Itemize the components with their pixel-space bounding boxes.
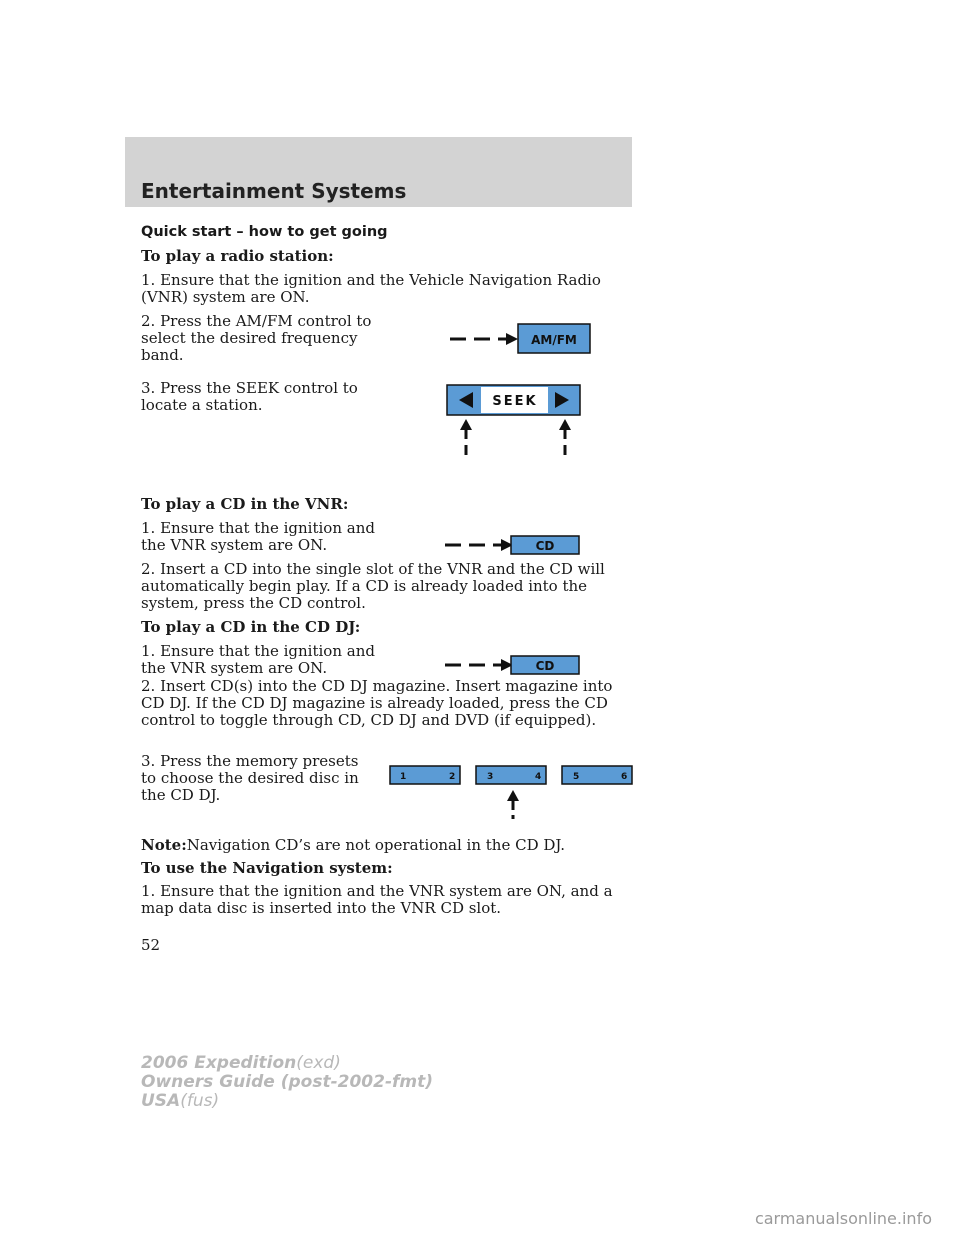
preset-2-label: 2 — [449, 772, 456, 782]
pointer-arrow-icon — [507, 790, 519, 801]
preset-1-label: 1 — [400, 772, 407, 782]
cd-dj-heading: To play a CD in the CD DJ: — [141, 618, 361, 636]
preset-4-label: 4 — [535, 772, 542, 782]
memory-presets-figure — [388, 764, 634, 822]
footer-model: 2006 Expedition — [141, 1053, 297, 1073]
cd-control-figure-2 — [443, 654, 583, 676]
cd-vnr-heading: To play a CD in the VNR: — [141, 495, 349, 513]
arrow-head-icon — [506, 333, 518, 345]
cd-dj-step-3: 3. Press the memory presets to choose the desired disc in the CD DJ. — [141, 752, 359, 804]
footer-market: USA — [141, 1091, 181, 1111]
preset-5-label: 5 — [573, 772, 580, 782]
radio-step-2: 2. Press the AM/FM control to select the desired frequency band. — [141, 312, 372, 364]
navigation-heading: To use the Navigation system: — [141, 859, 393, 877]
cd-dj-step-2: 2. Insert CD(s) into the CD DJ magazine. Insert magazine into CD DJ. If the CD DJ magazine is already loaded, press the CD control to toggle through CD, CD DJ and DVD (if equipped). — [141, 677, 613, 729]
section-header-band — [125, 137, 632, 207]
footer-market-code: (fus) — [180, 1091, 220, 1111]
radio-step-1: 1. Ensure that the ignition and the Vehicle Navigation Radio (VNR) system are ON. — [141, 271, 601, 306]
cd-vnr-step-1: 1. Ensure that the ignition and the VNR system are ON. — [141, 519, 375, 554]
note-text: Navigation CD’s are not operational in the CD DJ. — [186, 836, 566, 854]
navigation-step-1: 1. Ensure that the ignition and the VNR system are ON, and a map data disc is inserted into the VNR CD slot. — [141, 882, 613, 917]
cd-dj-step-1: 1. Ensure that the ignition and the VNR system are ON. — [141, 642, 375, 677]
pointer-arrow-left-icon — [460, 419, 472, 430]
note — [141, 837, 621, 854]
radio-step-3: 3. Press the SEEK control to locate a station. — [141, 379, 358, 414]
preset-6-label: 6 — [621, 772, 628, 782]
cd-control-figure — [443, 534, 583, 556]
quick-start-heading: Quick start – how to get going — [141, 224, 388, 240]
preset-3-label: 3 — [487, 772, 494, 782]
seek-label: SEEK — [492, 394, 538, 409]
footer-guide: Owners Guide (post-2002-fmt) — [141, 1072, 434, 1092]
page-number: 52 — [141, 936, 161, 954]
radio-heading: To play a radio station: — [141, 247, 334, 265]
amfm-control-figure — [448, 322, 594, 356]
seek-control-figure — [445, 383, 585, 459]
watermark: carmanualsonline.info — [754, 1209, 932, 1228]
section-title-header: Entertainment Systems — [141, 179, 407, 203]
note-label: Note: — [141, 836, 187, 854]
pointer-arrow-right-icon — [559, 419, 571, 430]
cd-label: CD — [535, 659, 555, 673]
cd-label: CD — [535, 539, 555, 553]
footer-model-code: (exd) — [296, 1053, 341, 1073]
document-footer — [141, 1054, 433, 1111]
amfm-label: AM/FM — [531, 333, 577, 347]
cd-vnr-step-2: 2. Insert a CD into the single slot of the VNR and the CD will automatically begin play. If a CD is already loaded into the system, press the CD control. — [141, 560, 605, 612]
